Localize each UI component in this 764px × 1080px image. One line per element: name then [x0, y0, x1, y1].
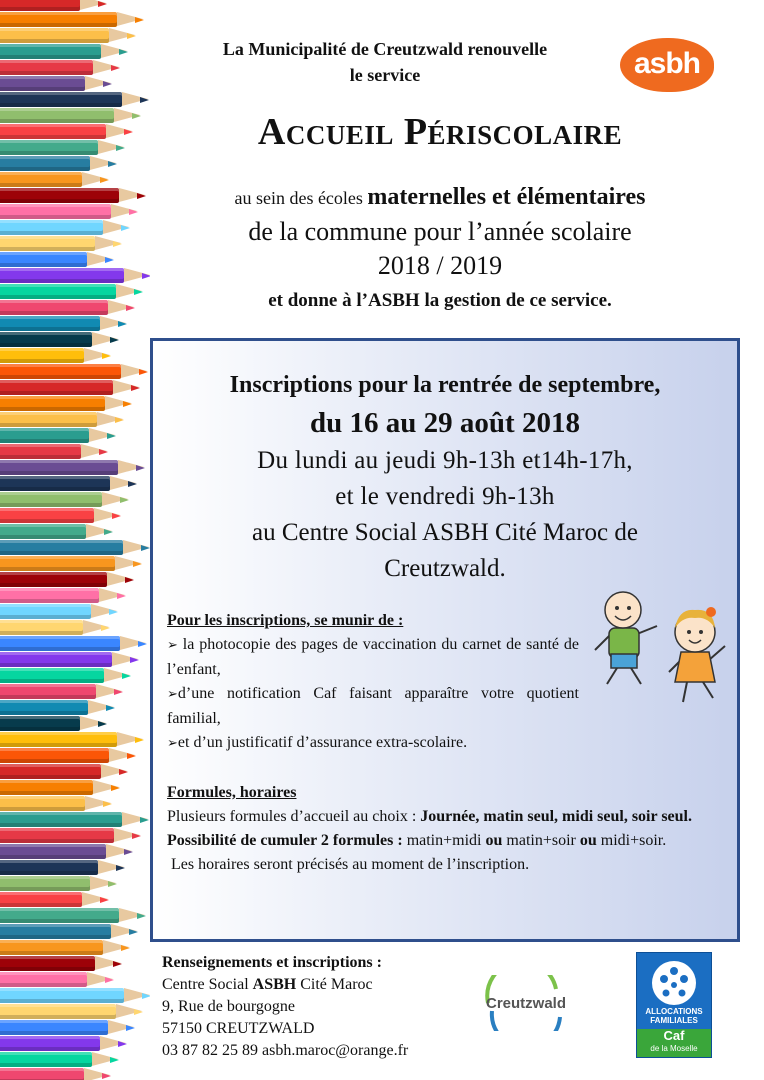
school-year: 2018 / 2019: [377, 251, 503, 280]
box-line-3: Du lundi au jeudi 9h-13h et14h-17h,: [257, 447, 633, 474]
subtitle-prefix: au sein des écoles: [234, 188, 363, 208]
contact-block: [162, 952, 462, 1062]
contact-heading: Renseignements et inscriptions :: [162, 954, 382, 971]
caf-logo: [636, 952, 712, 1058]
formules-prefix: Plusieurs formules d’accueil au choix :: [167, 808, 421, 825]
formules-heading: Formules, horaires: [167, 784, 297, 801]
cumul-or-2: ou: [579, 832, 597, 849]
caf-logo-text: [637, 1007, 711, 1025]
list-item-text: et d’un justificatif d’assurance extra-scolaire.: [177, 734, 468, 751]
box-line-4: et le vendredi 9h-13h: [335, 483, 555, 510]
contact-phone-email: 03 87 82 25 89 asbh.maroc@orange.fr: [162, 1042, 409, 1059]
horaires-note: Les horaires seront précisés au moment de l’inscription.: [171, 856, 530, 873]
cumul-option-2: matin+soir: [502, 832, 580, 849]
colored-pencils-decoration: [0, 0, 150, 1080]
inscriptions-heading: Pour les inscriptions, se munir de :: [167, 612, 404, 629]
list-item-text: d’une notification Caf faisant apparaître votre quotient familial,: [167, 685, 579, 727]
registration-dates: [153, 367, 737, 587]
cumul-or-1: ou: [485, 832, 503, 849]
creutzwald-logo: [468, 975, 584, 1031]
box-line-1: Inscriptions pour la rentrée de septembre,: [229, 372, 661, 398]
contact-line-1: [162, 974, 462, 996]
contact-address: 9, Rue de bourgogne: [162, 998, 296, 1015]
list-item: [167, 633, 579, 682]
subtitle-line-2: de la commune pour l’année scolaire: [248, 217, 632, 246]
arrow-bullet-icon: ➢: [167, 687, 178, 702]
formules-options: Journée, matin seul, midi seul, soir seul.: [420, 808, 692, 825]
cumul-option-1: matin+midi: [402, 832, 486, 849]
subtitle-block: [160, 180, 720, 319]
list-item: [167, 731, 579, 756]
inscriptions-list: [167, 609, 579, 756]
cumul-option-3: midi+soir.: [596, 832, 667, 849]
formules-text: [167, 805, 727, 829]
caf-line-1: ALLOCATIONS: [645, 1007, 703, 1016]
subtitle-bold: maternelles et élémentaires: [367, 184, 646, 210]
caf-line-2: FAMILIALES: [650, 1016, 698, 1025]
list-item-text: la photocopie des pages de vaccination du carnet de santé de l’enfant,: [167, 636, 580, 678]
boy-figure: [595, 592, 657, 684]
box-line-2: du 16 au 29 août 2018: [310, 407, 580, 439]
formules-section: [167, 781, 727, 877]
subtitle-line-1: [160, 180, 720, 215]
caf-region: de la Moselle: [650, 1044, 698, 1053]
caf-emblem-icon: [645, 957, 703, 1009]
contact-center-prefix: Centre Social: [162, 976, 253, 993]
box-line-5: au Centre Social ASBH Cité Maroc de: [251, 519, 639, 546]
contact-center-bold: ASBH: [252, 976, 297, 993]
arrow-bullet-icon: ➢: [167, 736, 178, 751]
cumul-label: Possibilité de cumuler 2 formules :: [167, 832, 403, 849]
page-title: Accueil Périscolaire: [257, 111, 623, 153]
subtitle-line-4: et donne à l’ASBH la gestion de ce service.: [268, 290, 612, 311]
info-box: [150, 338, 740, 942]
intro-line-2: le service: [349, 65, 421, 85]
caf-name: Caf: [663, 1028, 685, 1043]
creutzwald-logo-text: Creutzwald: [485, 995, 567, 1012]
asbh-logo-text: asbh: [633, 47, 701, 80]
list-item: [167, 682, 579, 731]
contact-city: 57150 CREUTZWALD: [162, 1020, 315, 1037]
girl-figure: [669, 607, 725, 702]
intro-text: [170, 36, 600, 88]
children-illustration: [589, 586, 735, 711]
contact-center-suffix: Cité Maroc: [296, 976, 373, 993]
arrow-bullet-icon: ➢: [167, 638, 178, 653]
box-line-6: Creutzwald.: [384, 555, 506, 582]
intro-line-1: La Municipalité de Creutzwald renouvelle: [222, 39, 548, 59]
cumul-text: [167, 829, 727, 853]
asbh-logo: [620, 38, 714, 92]
